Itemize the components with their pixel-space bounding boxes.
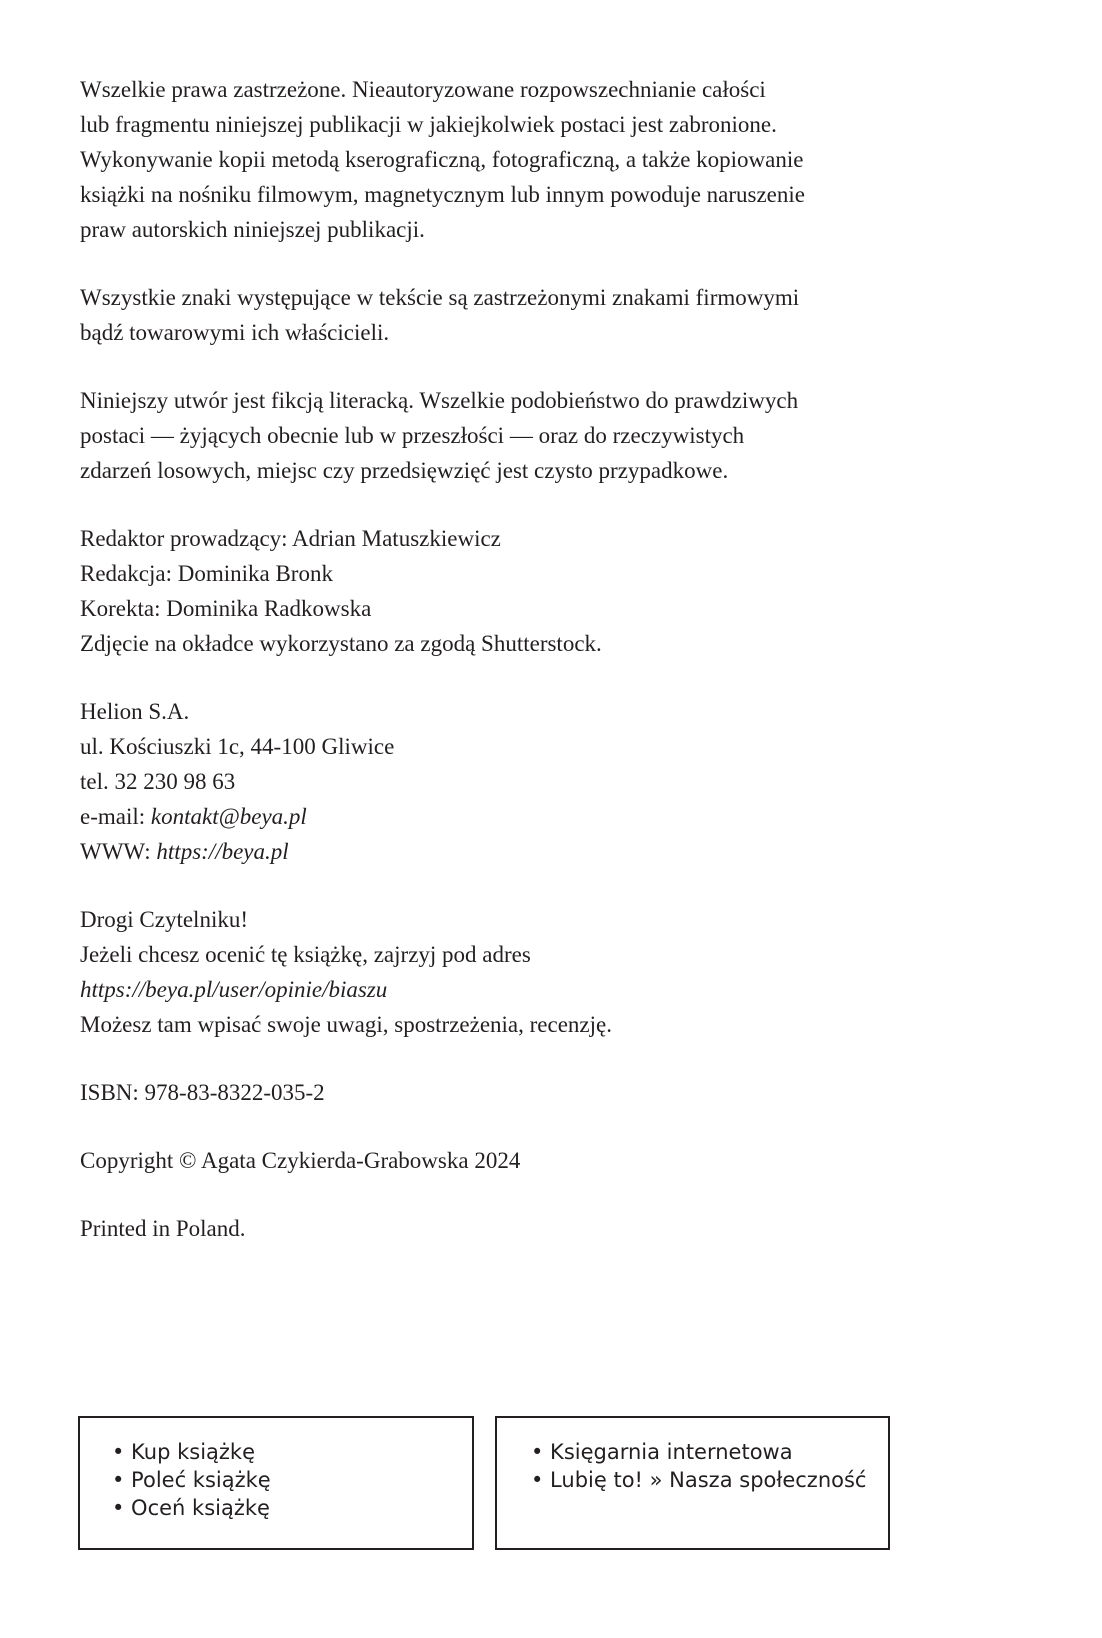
credit-redaction: Redakcja: Dominika Bronk	[80, 561, 333, 586]
reader-opinion-link[interactable]: https://beya.pl/user/opinie/biaszu	[80, 977, 388, 1002]
copyright-page	[80, 72, 980, 1279]
www-link[interactable]: https://beya.pl	[156, 839, 289, 864]
book-actions-list	[80, 1438, 472, 1522]
email-link[interactable]: kontakt@beya.pl	[150, 804, 307, 829]
rights-line: lub fragmentu niniejszej publikacji w jakiejkolwiek postaci jest zabronione.	[80, 112, 777, 137]
publisher-www-line	[80, 834, 980, 869]
buy-book-link[interactable]: • Kup książkę	[112, 1440, 256, 1464]
reader-note: Możesz tam wpisać swoje uwagi, spostrzeżenia, recenzję.	[80, 1012, 612, 1037]
reader-paragraph	[80, 902, 980, 1042]
trademarks-line: Wszystkie znaki występujące w tekście są zastrzeżonymi znakami firmowymi	[80, 285, 800, 310]
publisher-paragraph	[80, 694, 980, 869]
store-links-list	[497, 1438, 888, 1494]
fiction-line: postaci — żyjących obecnie lub w przeszłości — oraz do rzeczywistych	[80, 423, 745, 448]
online-bookstore-link[interactable]: • Księgarnia internetowa	[531, 1440, 793, 1464]
book-actions-box	[78, 1416, 474, 1550]
publisher-name: Helion S.A.	[80, 699, 190, 724]
printed-in: Printed in Poland.	[80, 1216, 246, 1241]
printed-paragraph	[80, 1211, 980, 1246]
fiction-paragraph	[80, 383, 980, 488]
credit-editor: Redaktor prowadzący: Adrian Matuszkiewicz	[80, 526, 501, 551]
community-link[interactable]: • Lubię to! » Nasza społeczność	[531, 1468, 867, 1492]
rate-book-link[interactable]: • Oceń książkę	[112, 1496, 270, 1520]
publisher-email-line	[80, 799, 980, 834]
credit-proofreading: Korekta: Dominika Radkowska	[80, 596, 372, 621]
isbn-paragraph	[80, 1075, 980, 1110]
publisher-address: ul. Kościuszki 1c, 44-100 Gliwice	[80, 734, 395, 759]
reader-prompt: Jeżeli chcesz ocenić tę książkę, zajrzyj pod adres	[80, 942, 531, 967]
trademarks-line: bądź towarowymi ich właścicieli.	[80, 320, 390, 345]
recommend-book-link[interactable]: • Poleć książkę	[112, 1468, 271, 1492]
rights-line: Wszelkie prawa zastrzeżone. Nieautoryzowane rozpowszechnianie całości	[80, 77, 766, 102]
rights-paragraph	[80, 72, 980, 247]
reader-greeting: Drogi Czytelniku!	[80, 907, 248, 932]
trademarks-paragraph	[80, 280, 980, 350]
rights-line: Wykonywanie kopii metodą kserograficzną, fotograficzną, a także kopiowanie	[80, 147, 804, 172]
isbn: ISBN: 978-83-8322-035-2	[80, 1080, 325, 1105]
email-label: e-mail:	[80, 804, 151, 829]
store-links-box	[495, 1416, 890, 1550]
publisher-phone: tel. 32 230 98 63	[80, 769, 236, 794]
www-label: WWW:	[80, 839, 157, 864]
rights-line: książki na nośniku filmowym, magnetycznym lub innym powoduje naruszenie	[80, 182, 805, 207]
credits-paragraph	[80, 521, 980, 661]
fiction-line: zdarzeń losowych, miejsc czy przedsięwzięć jest czysto przypadkowe.	[80, 458, 729, 483]
rights-line: praw autorskich niniejszej publikacji.	[80, 217, 425, 242]
credit-cover-photo: Zdjęcie na okładce wykorzystano za zgodą Shutterstock.	[80, 631, 602, 656]
copyright-paragraph	[80, 1143, 980, 1178]
copyright-notice: Copyright © Agata Czykierda-Grabowska 2024	[80, 1148, 521, 1173]
fiction-line: Niniejszy utwór jest fikcją literacką. Wszelkie podobieństwo do prawdziwych	[80, 388, 799, 413]
